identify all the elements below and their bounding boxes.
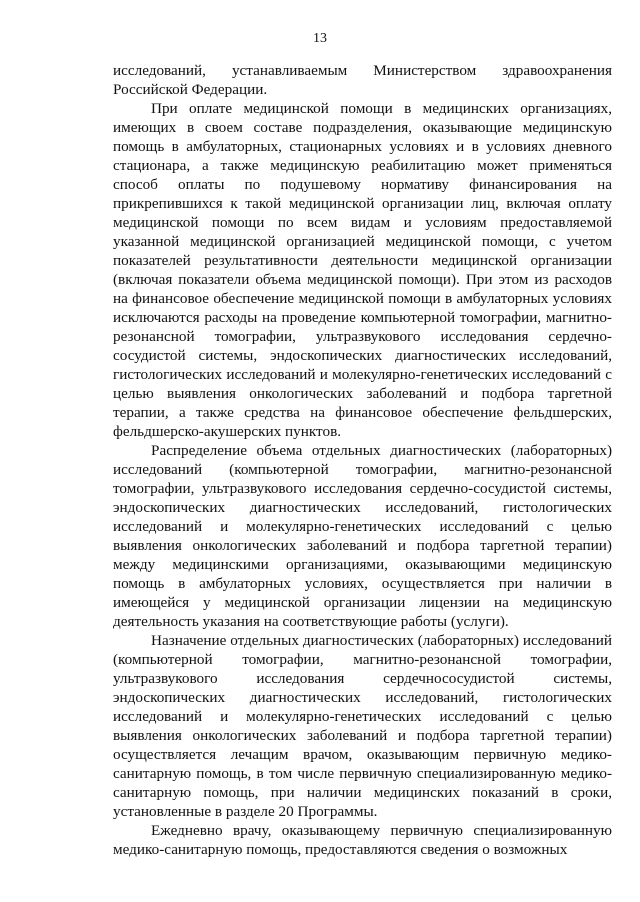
paragraph-diagnostic-assignment: Назначение отдельных диагностических (лабораторных) исследований (компьютерной томографии, магнитно-резонансной томографии, ультразвукового исследования сердечнососудистой системы, эндоскопических диагностических исследований, гистологических исследований и молекулярно-генетических исследований с целью выявления онкологических заболеваний и подбора таргетной терапии) осуществляется лечащим врачом, оказывающим первичную медико-санитарную помощь, в том числе первичную специализированную медико-санитарную помощь, при наличии медицинских показаний в сроки, установленные в разделе 20 Программы.: [113, 632, 612, 820]
document-body: [113, 61, 612, 859]
page-number: 13: [313, 31, 327, 46]
paragraph-daily-information: Ежедневно врачу, оказывающему первичную специализированную медико-санитарную помощь, предоставляются сведения о возможных: [113, 822, 612, 858]
paragraph-continuation: исследований, устанавливаемым Министерством здравоохранения Российской Федерации.: [113, 62, 612, 98]
paragraph-payment-method: При оплате медицинской помощи в медицинских организациях, имеющих в своем составе подразделения, оказывающие медицинскую помощь в амбулаторных, стационарных условиях и в условиях дневного стационара, а также медицинскую реабилитацию может применяться способ оплаты по подушевому нормативу финансирования на прикрепившихся к такой медицинской организации лиц, включая оплату медицинской помощи по всем видам и условиям предоставляемой указанной медицинской организацией медицинской помощи, с учетом показателей результативности деятельности медицинской организации (включая показатели объема медицинской помощи). При этом из расходов на финансовое обеспечение медицинской помощи в амбулаторных условиях исключаются расходы на проведение компьютерной томографии, магнитно-резонансной томографии, ультразвукового исследования сердечно-сосудистой системы, эндоскопических диагностических исследований, гистологических исследований и молекулярно-генетических исследований с целью выявления онкологических заболеваний и подбора таргетной терапии, а также средства на финансовое обеспечение фельдшерских, фельдшерско-акушерских пунктов.: [113, 100, 612, 440]
paragraph-volume-distribution: Распределение объема отдельных диагностических (лабораторных) исследований (компьютерной томографии, магнитно-резонансной томографии, ультразвукового исследования сердечно-сосудистой системы, эндоскопических диагностических исследований, гистологических исследований и молекулярно-генетических исследований с целью выявления онкологических заболеваний и подбора таргетной терапии) между медицинскими организациями, оказывающими медицинскую помощь в амбулаторных условиях, осуществляется при наличии в имеющейся у медицинской организации лицензии на медицинскую деятельность указания на соответствующие работы (услуги).: [113, 442, 612, 630]
